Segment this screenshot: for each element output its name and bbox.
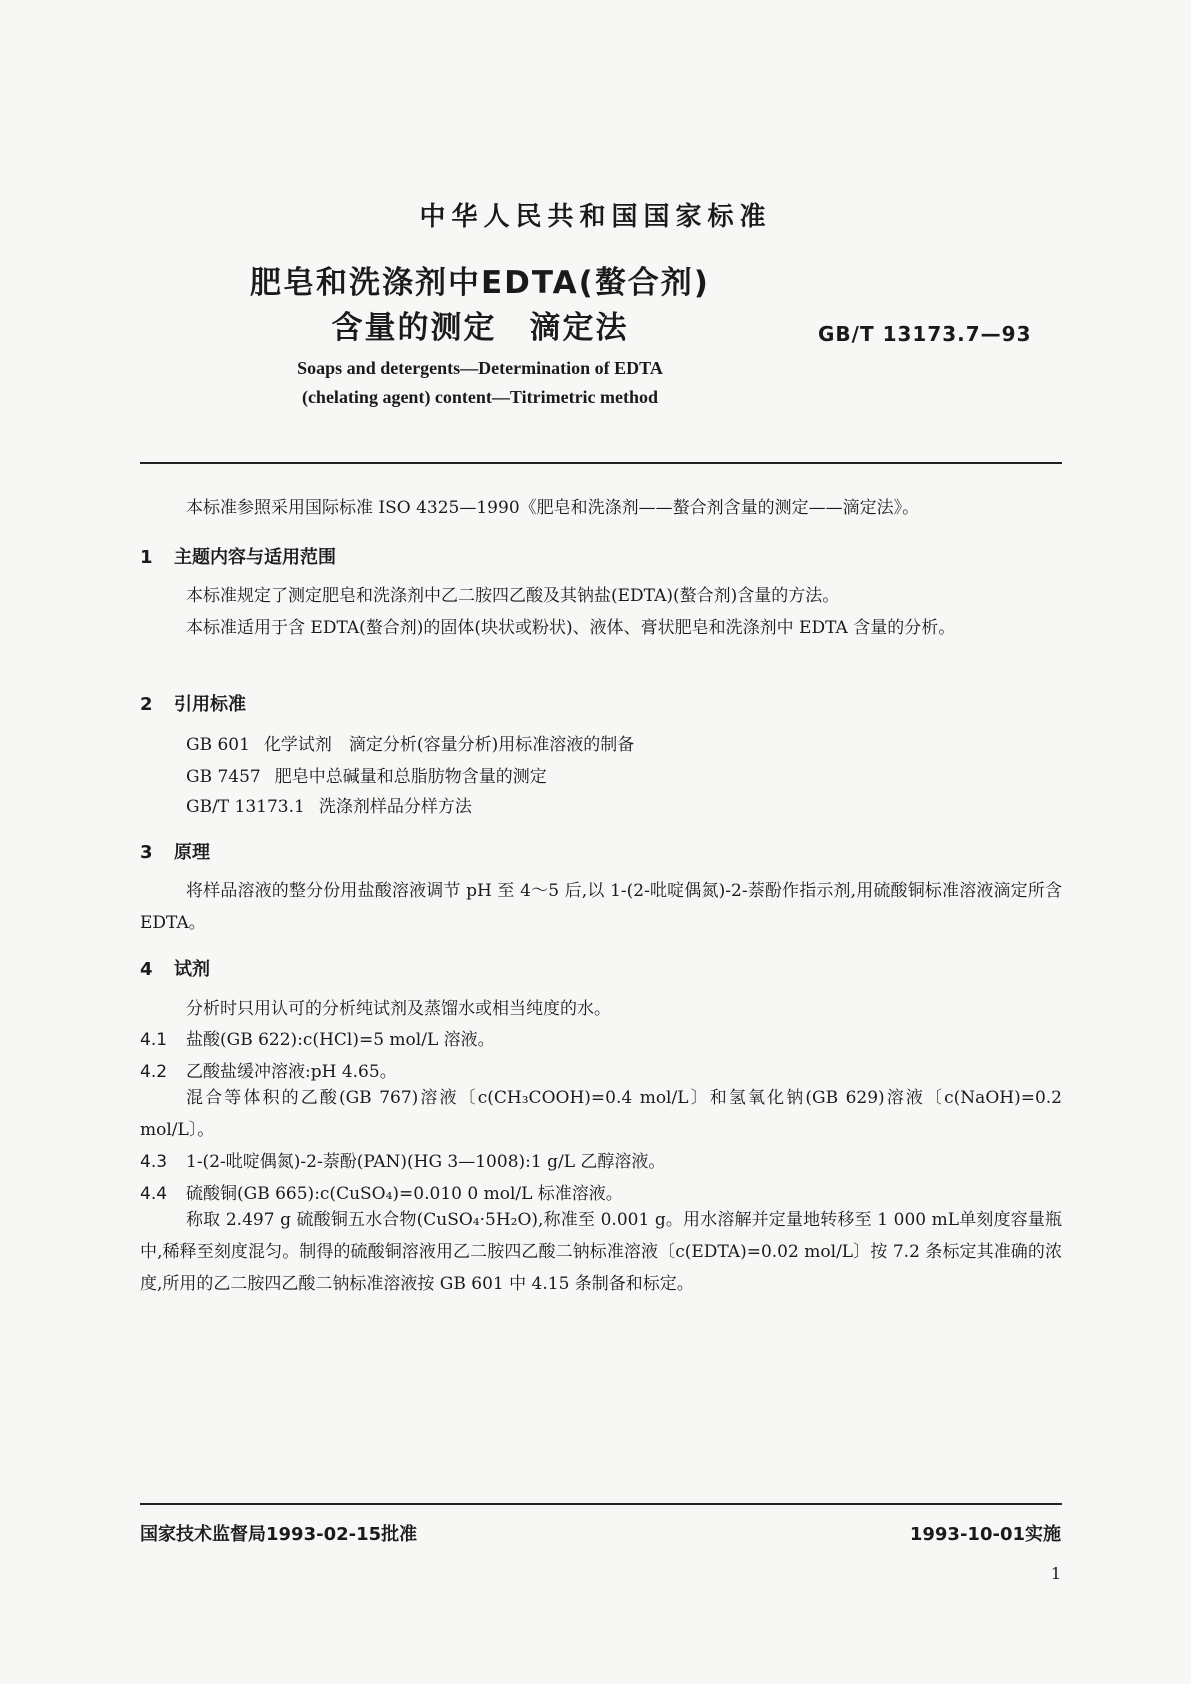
section-3-paragraph: 将样品溶液的整分份用盐酸溶液调节 pH 至 4～5 后,以 1-(2-吡啶偶氮)-2-萘酚作指示剂,用硫酸铜标准溶液滴定所含 EDTA。 (140, 881, 1062, 933)
section-1-paragraph-1: 本标准规定了测定肥皂和洗涤剂中乙二胺四乙酸及其钠盐(EDTA)(螯合剂)含量的方法。 (186, 586, 840, 606)
section-number: 4 (140, 959, 153, 980)
reference-item (186, 730, 634, 755)
reference-item (186, 792, 472, 817)
document-title-line1: 肥皂和洗涤剂中EDTA(螯合剂) (250, 265, 710, 301)
standard-code: GB/T 13173.7—93 (818, 322, 1032, 346)
effective-date: 1993-10-01实施 (909, 1524, 1061, 1545)
english-title-line2: (chelating agent) content—Titrimetric method (301, 387, 659, 407)
reference-code: GB 601 (186, 735, 250, 755)
section-number: 2 (140, 694, 153, 715)
section-2-heading (140, 690, 246, 716)
clause-4-2-paragraph: 混合等体积的乙酸(GB 767)溶液〔c(CH₃COOH)=0.4 mol/L〕和氢氧化钠(GB 629)溶液〔c(NaOH)=0.2 mol/L〕。 (140, 1088, 1062, 1140)
footer-divider (140, 1503, 1062, 1505)
page-number: 1 (1050, 1564, 1061, 1583)
section-number: 1 (140, 547, 153, 568)
intro-paragraph: 本标准参照采用国际标准 ISO 4325—1990《肥皂和洗涤剂——螯合剂含量的测定——滴定法》。 (186, 498, 920, 518)
clause-text: 乙酸盐缓冲溶液:pH 4.65。 (186, 1062, 397, 1082)
clause-text: 硫酸铜(GB 665):c(CuSO₄)=0.010 0 mol/L 标准溶液。 (186, 1184, 623, 1204)
clause-number: 4.3 (140, 1152, 168, 1172)
section-4-paragraph: 分析时只用认可的分析纯试剂及蒸馏水或相当纯度的水。 (186, 999, 611, 1019)
clause-4-1 (140, 1025, 495, 1050)
english-title-line1: Soaps and detergents—Determination of EDTA (297, 358, 663, 378)
section-title: 原理 (174, 842, 210, 863)
header-divider (140, 462, 1062, 464)
reference-title: 肥皂中总碱量和总脂肪物含量的测定 (274, 767, 547, 787)
clause-number: 4.4 (140, 1184, 168, 1204)
reference-title: 洗涤剂样品分样方法 (318, 797, 472, 817)
clause-text: 1-(2-吡啶偶氮)-2-萘酚(PAN)(HG 3—1008):1 g/L 乙醇溶液。 (186, 1152, 666, 1172)
section-1-paragraph-2: 本标准适用于含 EDTA(螯合剂)的固体(块状或粉状)、液体、膏状肥皂和洗涤剂中 EDTA 含量的分析。 (186, 618, 956, 638)
section-title: 引用标准 (174, 694, 246, 715)
reference-code: GB/T 13173.1 (186, 797, 305, 817)
clause-number: 4.2 (140, 1062, 168, 1082)
clause-4-3 (140, 1147, 665, 1172)
clause-4-4-paragraph: 称取 2.497 g 硫酸铜五水合物(CuSO₄·5H₂O),称准至 0.001 g。用水溶解并定量地转移至 1 000 mL单刻度容量瓶中,稀释至刻度混匀。制得的硫酸铜溶液用乙二胺四乙酸二钠标准溶液〔c(EDTA)=0.02 mol/L〕按 7.2 条标定其准确的浓度,所用的乙二胺四乙酸二钠标准溶液按 GB 601 中 4.15 条制备和标定。 (140, 1210, 1062, 1294)
section-1-heading (140, 543, 336, 569)
reference-item (186, 762, 547, 787)
clause-number: 4.1 (140, 1030, 168, 1050)
section-title: 试剂 (174, 959, 210, 980)
national-standard-heading: 中华人民共和国国家标准 (419, 202, 772, 232)
section-title: 主题内容与适用范围 (174, 547, 336, 568)
clause-text: 盐酸(GB 622):c(HCl)=5 mol/L 溶液。 (186, 1030, 495, 1050)
reference-title: 化学试剂 滴定分析(容量分析)用标准溶液的制备 (263, 735, 635, 755)
clause-4-2 (140, 1057, 397, 1082)
approval-date: 国家技术监督局1993-02-15批准 (140, 1524, 418, 1545)
section-4-heading (140, 955, 210, 981)
clause-4-4 (140, 1179, 623, 1204)
document-title-line2: 含量的测定 滴定法 (331, 310, 629, 346)
section-3-heading (140, 838, 210, 864)
section-number: 3 (140, 842, 153, 863)
reference-code: GB 7457 (186, 767, 261, 787)
